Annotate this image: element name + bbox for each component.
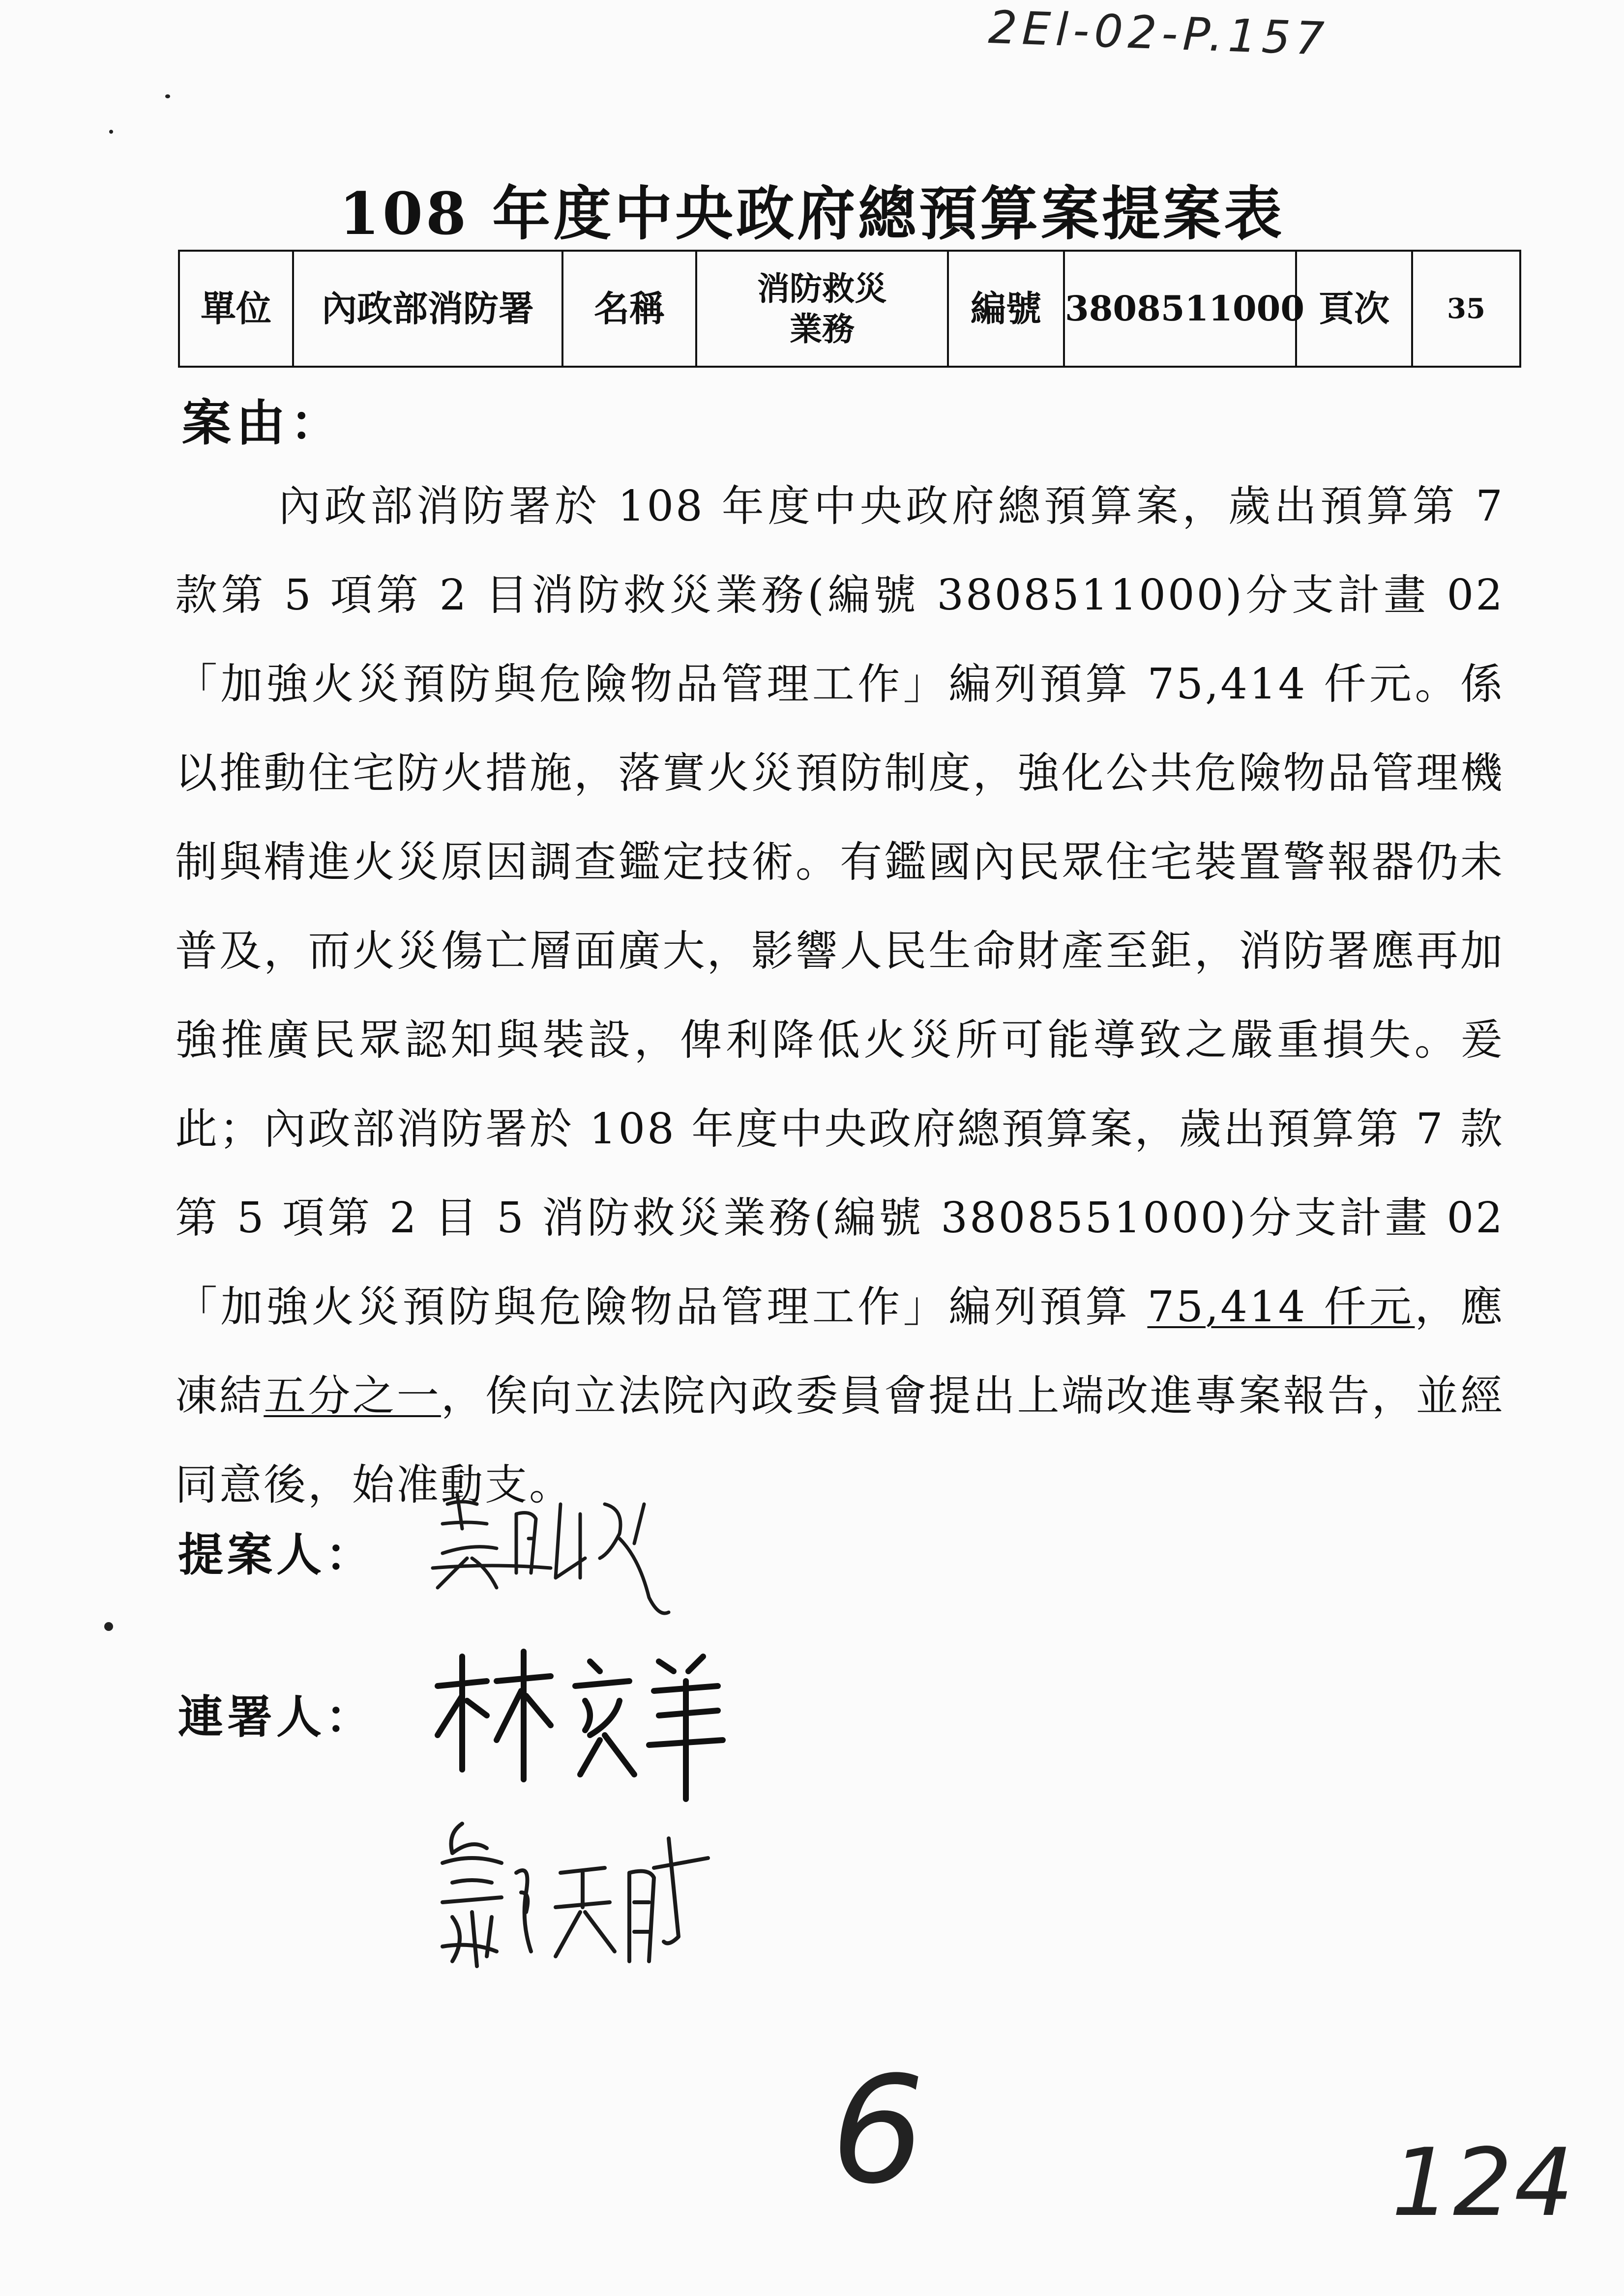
body-segment-2: ，應凍結 — [175, 1282, 1505, 1421]
handwritten-reference: 2El-02-P.157 — [987, 0, 1330, 66]
code-label: 編號 — [948, 251, 1064, 367]
corner-page-number: 124 — [1391, 2128, 1576, 2237]
name-value — [696, 251, 948, 367]
code-value: 3808511000 — [1064, 251, 1296, 367]
scan-speck — [165, 94, 170, 98]
page-label: 頁次 — [1296, 251, 1412, 367]
reason-label: 案由： — [182, 394, 344, 452]
unit-value: 內政部消防署 — [293, 251, 562, 367]
proposer-label: 提案人： — [178, 1528, 375, 1581]
freeze-fraction: 五分之一 — [264, 1371, 441, 1421]
scan-speck — [104, 1622, 113, 1631]
reason-body — [175, 462, 1505, 1530]
body-segment-3: ，俟向立法院內政委員會提出上端改進專案報告，並經同意後，始准動支。 — [175, 1371, 1505, 1510]
scan-speck — [109, 130, 113, 134]
budget-amount: 75,414 仟元 — [1147, 1282, 1415, 1332]
cosigner-signature-2 — [423, 1819, 728, 1976]
body-segment-1: 內政部消防署於 108 年度中央政府總預算案，歲出預算第 7 款第 5 項第 2 目消防救災業務(編號 3808511000)分支計畫 02「加強火災預防與危險物品管理工作」編列預算 75,414 仟元。係以推動住宅防火措施，落實火災預防制度，強化公共危險物品管理機制與精進火災原因調查鑑定技術。有鑑國內民眾住宅裝置警報器仍未普及，而火災傷亡層面廣大，影響人民生命財產至鉅，消防署應再加強推廣民眾認知與裝設，俾利降低火災所可能導致之嚴重損失。爰此；內政部消防署於 108 年度中央政府總預算案，歲出預算第 7 款第 5 項第 2 目 5 消防救災業務(編號 3808551000)分支計畫 02「加強火災預防與危險物品管理工作」編列預算 — [175, 482, 1505, 1332]
cosigner-label: 連署人： — [178, 1690, 375, 1744]
page-title: 108 年度中央政府總預算案提案表 — [339, 179, 1285, 248]
unit-label: 單位 — [179, 251, 293, 367]
name-value-line2: 業務 — [790, 310, 855, 348]
proposer-signature — [413, 1484, 718, 1632]
cosigner-signature-1 — [428, 1642, 742, 1804]
handwritten-number: 6 — [831, 2045, 925, 2216]
info-table — [178, 250, 1521, 368]
name-value-line1: 消防救災 — [757, 269, 887, 308]
page-value: 35 — [1412, 251, 1520, 367]
name-label: 名稱 — [562, 251, 696, 367]
